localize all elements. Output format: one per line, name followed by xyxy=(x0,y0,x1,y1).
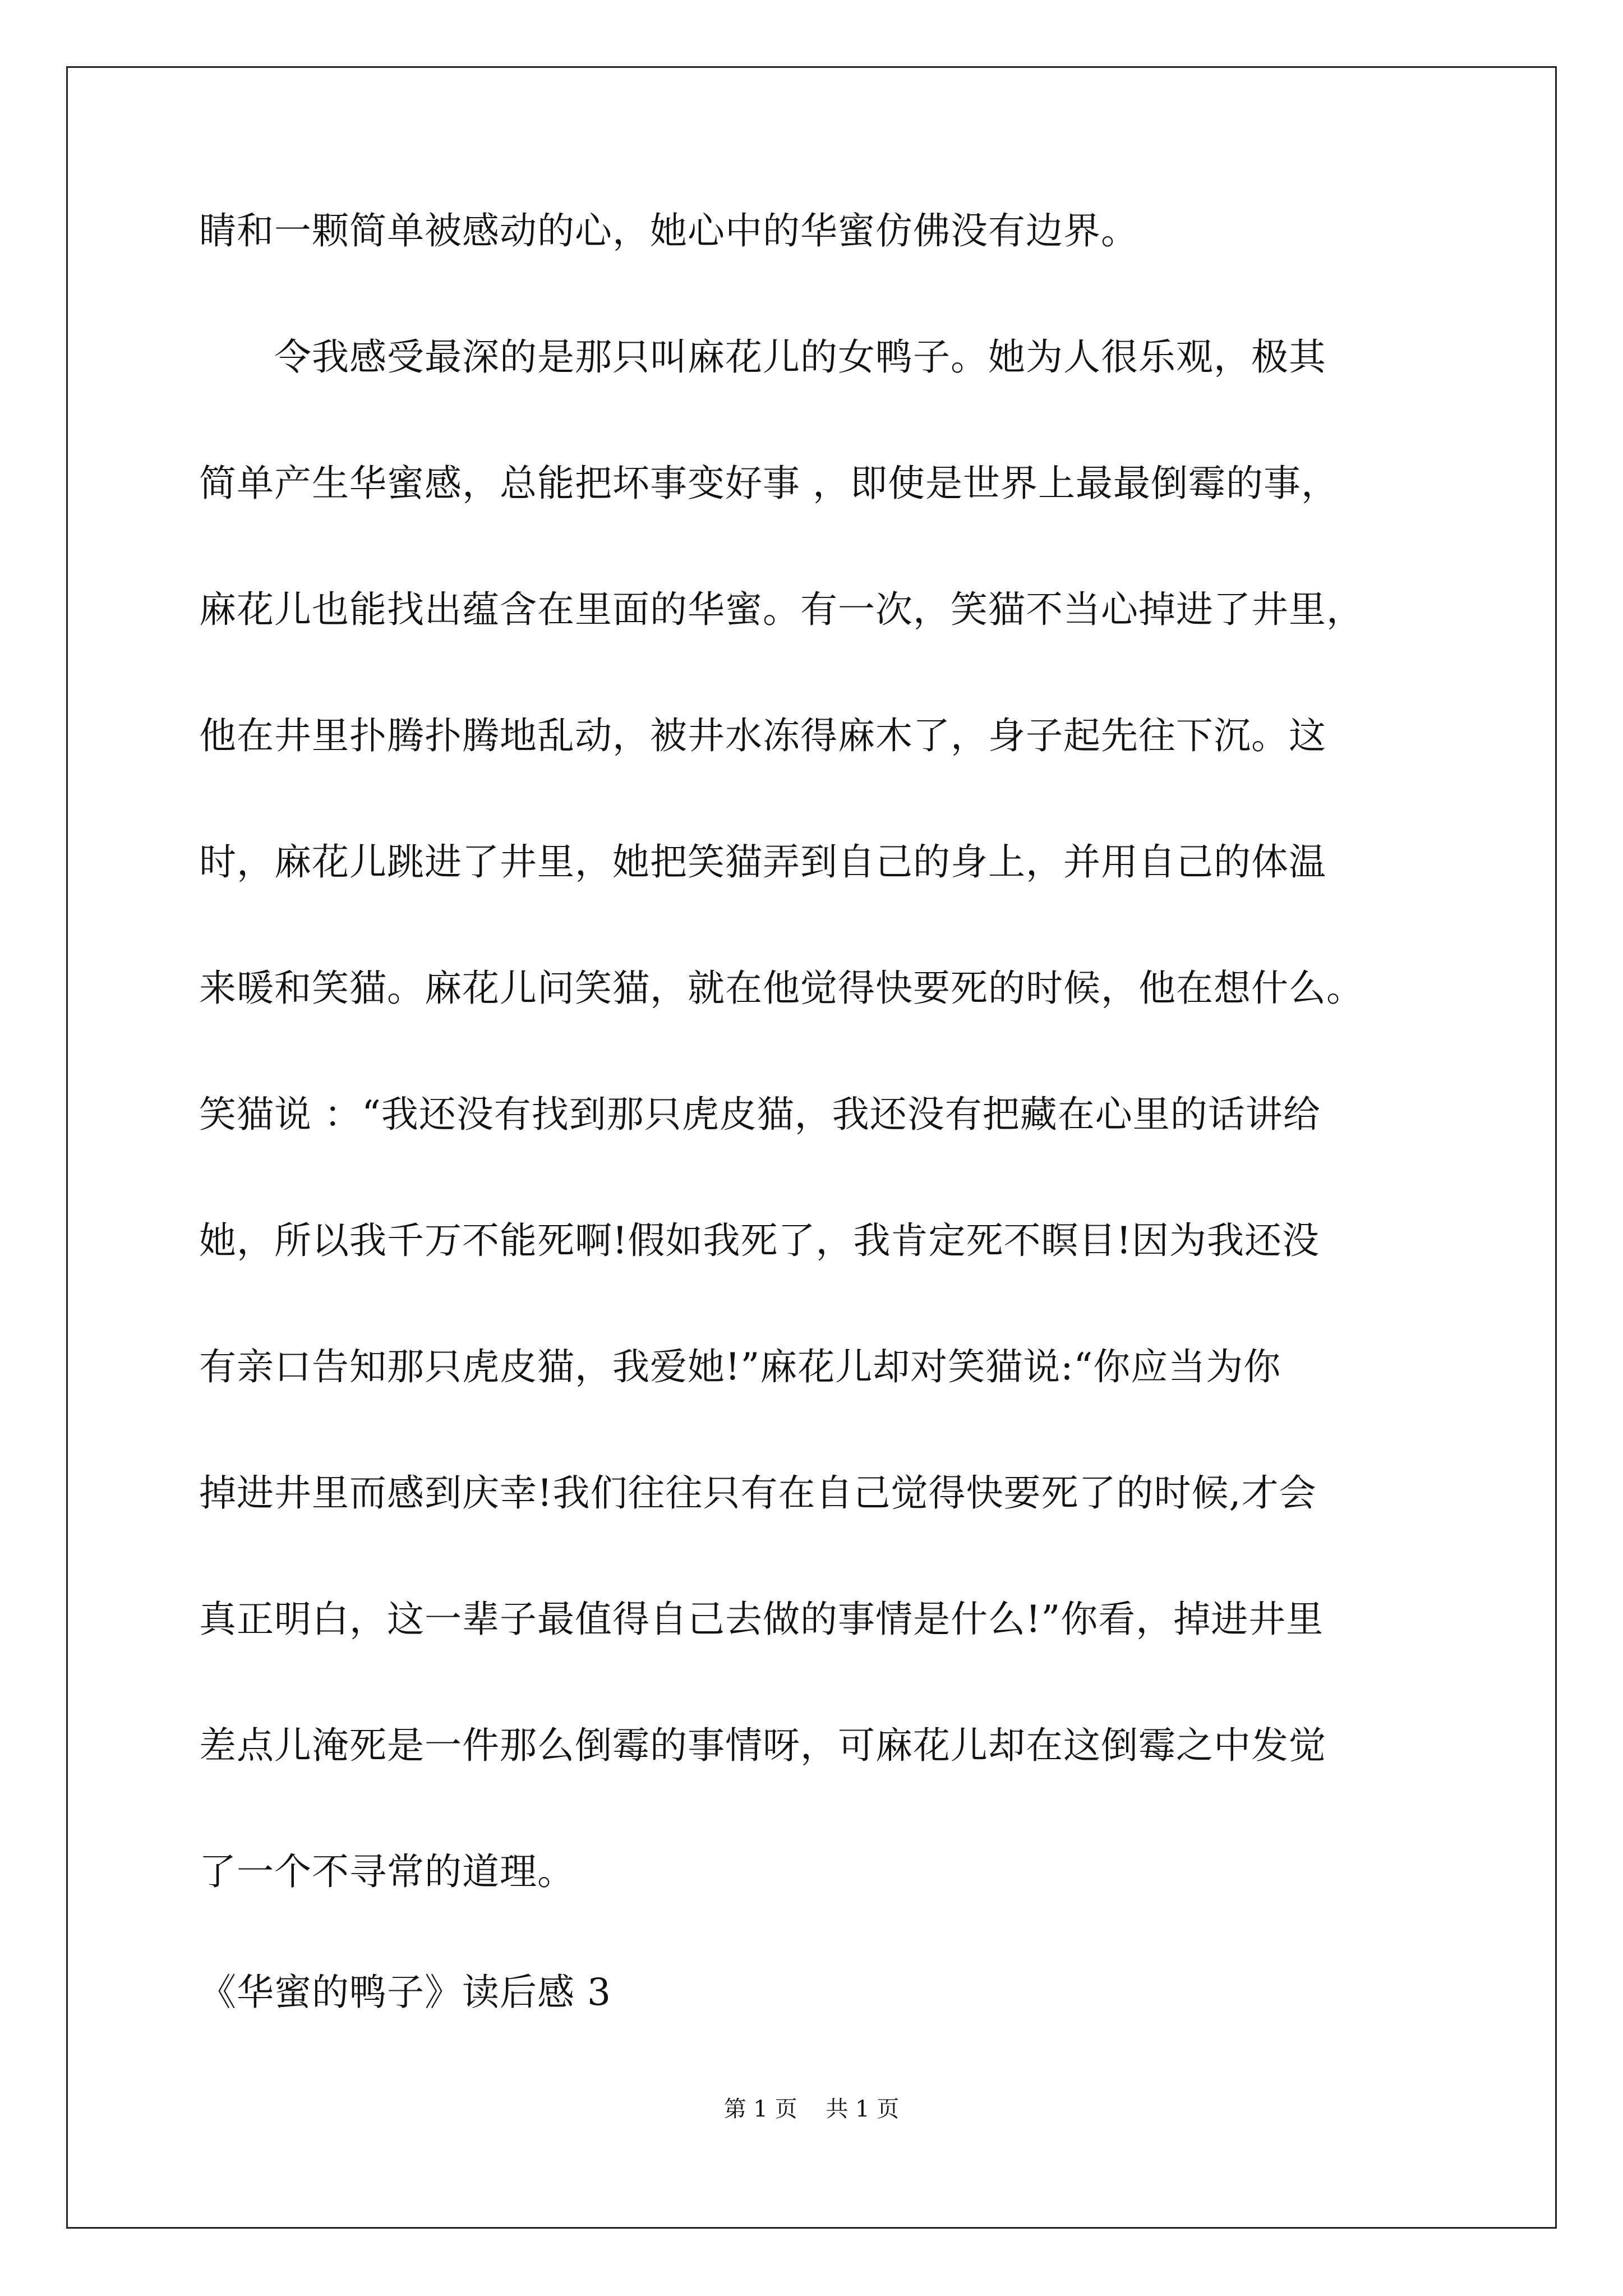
text-line: 简单产生华蜜感，总能把坏事变好事 ，即使是世界上最最倒霉的事， xyxy=(199,462,1339,505)
page-border xyxy=(66,66,1557,2229)
text-line: 笑猫说 ：“我还没有找到那只虎皮猫，我还没有把藏在心里的话讲给 xyxy=(199,1093,1321,1136)
text-line: 睛和一颗简单被感动的心，她心中的华蜜仿佛没有边界。 xyxy=(199,209,1138,252)
text-line: 来暖和笑猫。麻花儿问笑猫，就在他觉得快要死的时候，他在想什么。 xyxy=(199,967,1364,1010)
text-line: 他在井里扑腾扑腾地乱动，被井水冻得麻木了，身子起先往下沉。这 xyxy=(199,714,1326,757)
text-line: 令我感受最深的是那只叫麻花儿的女鸭子。她为人很乐观，极其 xyxy=(199,335,1326,379)
text-line: 真正明白，这一辈子最值得自己去做的事情是什么!”你看，掉进井里 xyxy=(199,1598,1324,1641)
text-line: 麻花儿也能找出蕴含在里面的华蜜。有一次，笑猫不当心掉进了井里， xyxy=(199,588,1364,631)
section-heading: 《华蜜的鸭子》读后感 3 xyxy=(199,1971,611,2014)
text-line: 她，所以我千万不能死啊!假如我死了，我肯定死不瞑目!因为我还没 xyxy=(199,1219,1320,1262)
text-line: 有亲口告知那只虎皮猫，我爱她!”麻花儿却对笑猫说:“你应当为你 xyxy=(199,1345,1281,1388)
page-footer: 第 1 页 共 1 页 xyxy=(723,2096,900,2122)
text-line: 差点儿淹死是一件那么倒霉的事情呀，可麻花儿却在这倒霉之中发觉 xyxy=(199,1724,1326,1767)
text-line: 掉进井里而感到庆幸!我们往往只有在自己觉得快要死了的时候,才会 xyxy=(199,1471,1317,1515)
text-line: 了一个不寻常的道理。 xyxy=(199,1850,575,1893)
text-line: 时，麻花儿跳进了井里，她把笑猫弄到自己的身上，并用自己的体温 xyxy=(199,840,1326,884)
